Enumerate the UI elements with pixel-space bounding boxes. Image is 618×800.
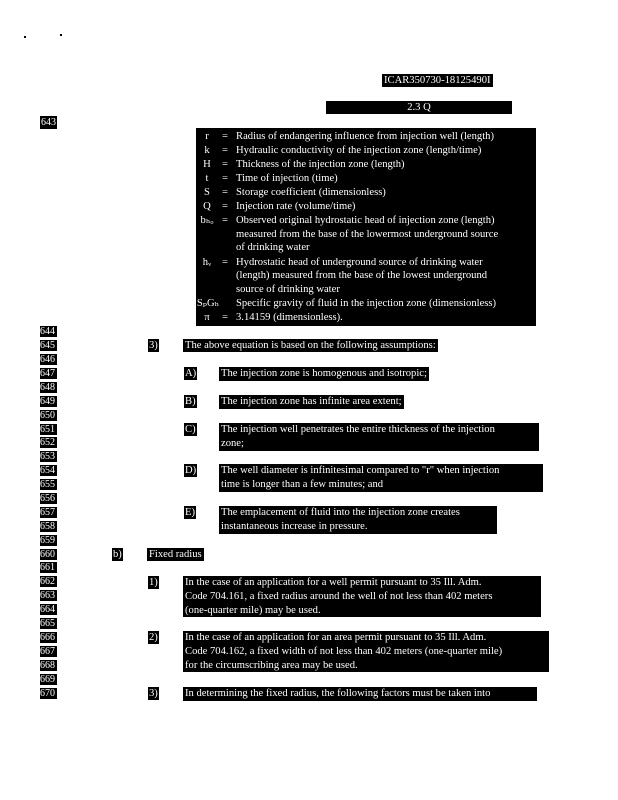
subsection-marker: b): [113, 549, 122, 560]
item-marker: A): [185, 368, 197, 379]
item-marker: 1): [149, 577, 158, 588]
variable-symbol: bₕₒ: [200, 215, 214, 226]
variable-definition: source of drinking water: [236, 284, 340, 295]
fixed-radius-factors: [183, 687, 537, 701]
line-number: 647: [40, 368, 55, 379]
line-number: 662: [40, 576, 55, 587]
variable-definition: of drinking water: [236, 242, 310, 253]
equals-sign: =: [222, 187, 228, 198]
assumption-b: [219, 395, 404, 409]
variable-definition: (length) measured from the base of the lowest underground: [236, 270, 488, 281]
assumption-e: [219, 506, 497, 534]
variable-symbol: SₚGₕ: [196, 298, 220, 309]
line-number: 650: [40, 410, 55, 421]
assumption-d: [219, 464, 543, 492]
subsection-heading: Fixed radius: [149, 549, 202, 560]
line-number: 669: [40, 674, 55, 685]
item-marker: D): [185, 465, 197, 476]
line-number: 651: [40, 424, 55, 435]
paragraph-line: (one-quarter mile) may be used.: [185, 604, 321, 616]
variable-symbol: r: [205, 131, 209, 142]
item-marker: B): [185, 396, 196, 407]
line-number: 657: [40, 507, 55, 518]
fixed-radius-area-permit: [183, 631, 549, 672]
paragraph-line: zone;: [221, 437, 244, 449]
variable-definition: Observed original hydrostatic head of injection zone (length): [236, 215, 495, 226]
variable-definition: Time of injection (time): [236, 173, 338, 184]
item-marker: 2): [149, 632, 158, 643]
variable-definition: measured from the base of the lowermost underground source: [236, 229, 499, 240]
variable-definition: Hydraulic conductivity of the injection zone (length/time): [236, 145, 482, 156]
equals-sign: =: [222, 215, 228, 226]
paragraph-line: In the case of an application for a well permit pursuant to 35 Ill. Adm.: [185, 577, 482, 588]
line-number: 660: [40, 549, 55, 560]
line-number: 661: [40, 562, 55, 573]
equals-sign: =: [222, 173, 228, 184]
variable-symbol: S: [204, 187, 210, 198]
equals-sign: =: [222, 312, 228, 323]
assumption-a: [219, 367, 429, 381]
line-number: 643: [41, 117, 56, 128]
variable-symbol: k: [204, 145, 210, 156]
line-number: 658: [40, 521, 55, 532]
line-number: 656: [40, 493, 55, 504]
variable-definition: Injection rate (volume/time): [236, 201, 356, 212]
assumption-c: [219, 423, 539, 451]
paragraph-line: Code 704.161, a fixed radius around the well of not less than 402 meters: [185, 590, 493, 602]
item-marker: 3): [149, 340, 158, 351]
variable-symbol: hᵥ: [202, 257, 212, 268]
paragraph-line: The injection zone has infinite area extent;: [221, 396, 402, 407]
line-number: 645: [40, 340, 55, 351]
section-heading: 2.3 Q: [326, 101, 512, 114]
assumptions-intro: The above equation is based on the following assumptions:: [185, 340, 436, 351]
variable-definition: Hydrostatic head of underground source of drinking water: [236, 257, 483, 268]
line-number: 668: [40, 660, 55, 671]
paragraph-line: for the circumscribing area may be used.: [185, 659, 358, 671]
line-number: 652: [40, 437, 55, 448]
line-number: 655: [40, 479, 55, 490]
paragraph-line: The injection zone is homogenous and isotropic;: [221, 368, 427, 379]
scan-speck: [60, 34, 62, 36]
equals-sign: =: [222, 257, 228, 268]
variable-symbol: H: [203, 159, 211, 170]
equals-sign: =: [222, 131, 228, 142]
paragraph-line: In the case of an application for an area permit pursuant to 35 Ill. Adm.: [185, 632, 487, 643]
paragraph-line: The well diameter is infinitesimal compared to "r" when injection: [221, 465, 500, 476]
paragraph-line: time is longer than a few minutes; and: [221, 478, 384, 490]
variable-definition: Specific gravity of fluid in the injection zone (dimensionless): [236, 298, 497, 309]
line-number: 666: [40, 632, 55, 643]
line-number: 653: [40, 451, 55, 462]
line-number: 663: [40, 590, 55, 601]
line-number: 649: [40, 396, 55, 407]
paragraph-line: The injection well penetrates the entire thickness of the injection: [221, 424, 495, 435]
line-number: 664: [40, 604, 55, 615]
line-number: 646: [40, 354, 55, 365]
fixed-radius-well-permit: [183, 576, 541, 617]
variable-definition: Radius of endangering influence from injection well (length): [236, 131, 494, 142]
paragraph-line: Code 704.162, a fixed width of not less than 402 meters (one-quarter mile): [185, 645, 503, 657]
line-number: 670: [40, 688, 55, 699]
line-number: 648: [40, 382, 55, 393]
line-number: 665: [40, 618, 55, 629]
paragraph-line: The emplacement of fluid into the injection zone creates: [221, 507, 460, 518]
equals-sign: =: [222, 145, 228, 156]
variable-definition: Thickness of the injection zone (length): [236, 159, 405, 170]
document-id: ICAR350730-18125490I: [384, 75, 491, 86]
variable-symbol: π: [204, 312, 210, 323]
variable-symbol: Q: [203, 201, 211, 212]
line-number: 644: [40, 326, 55, 337]
variable-symbol: t: [205, 173, 209, 184]
equals-sign: =: [222, 159, 228, 170]
paragraph-line: In determining the fixed radius, the following factors must be taken into: [185, 688, 491, 699]
line-number: 659: [40, 535, 55, 546]
equals-sign: =: [222, 201, 228, 212]
variable-definition: Storage coefficient (dimensionless): [236, 187, 386, 198]
item-marker: 3): [149, 688, 158, 699]
item-marker: E): [185, 507, 195, 518]
variable-definitions: [196, 128, 536, 326]
paragraph-line: instantaneous increase in pressure.: [221, 520, 368, 532]
line-number: 667: [40, 646, 55, 657]
variable-definition: 3.14159 (dimensionless).: [236, 312, 343, 323]
scan-speck: [24, 36, 26, 38]
item-marker: C): [185, 424, 196, 435]
line-number: 654: [40, 465, 55, 476]
